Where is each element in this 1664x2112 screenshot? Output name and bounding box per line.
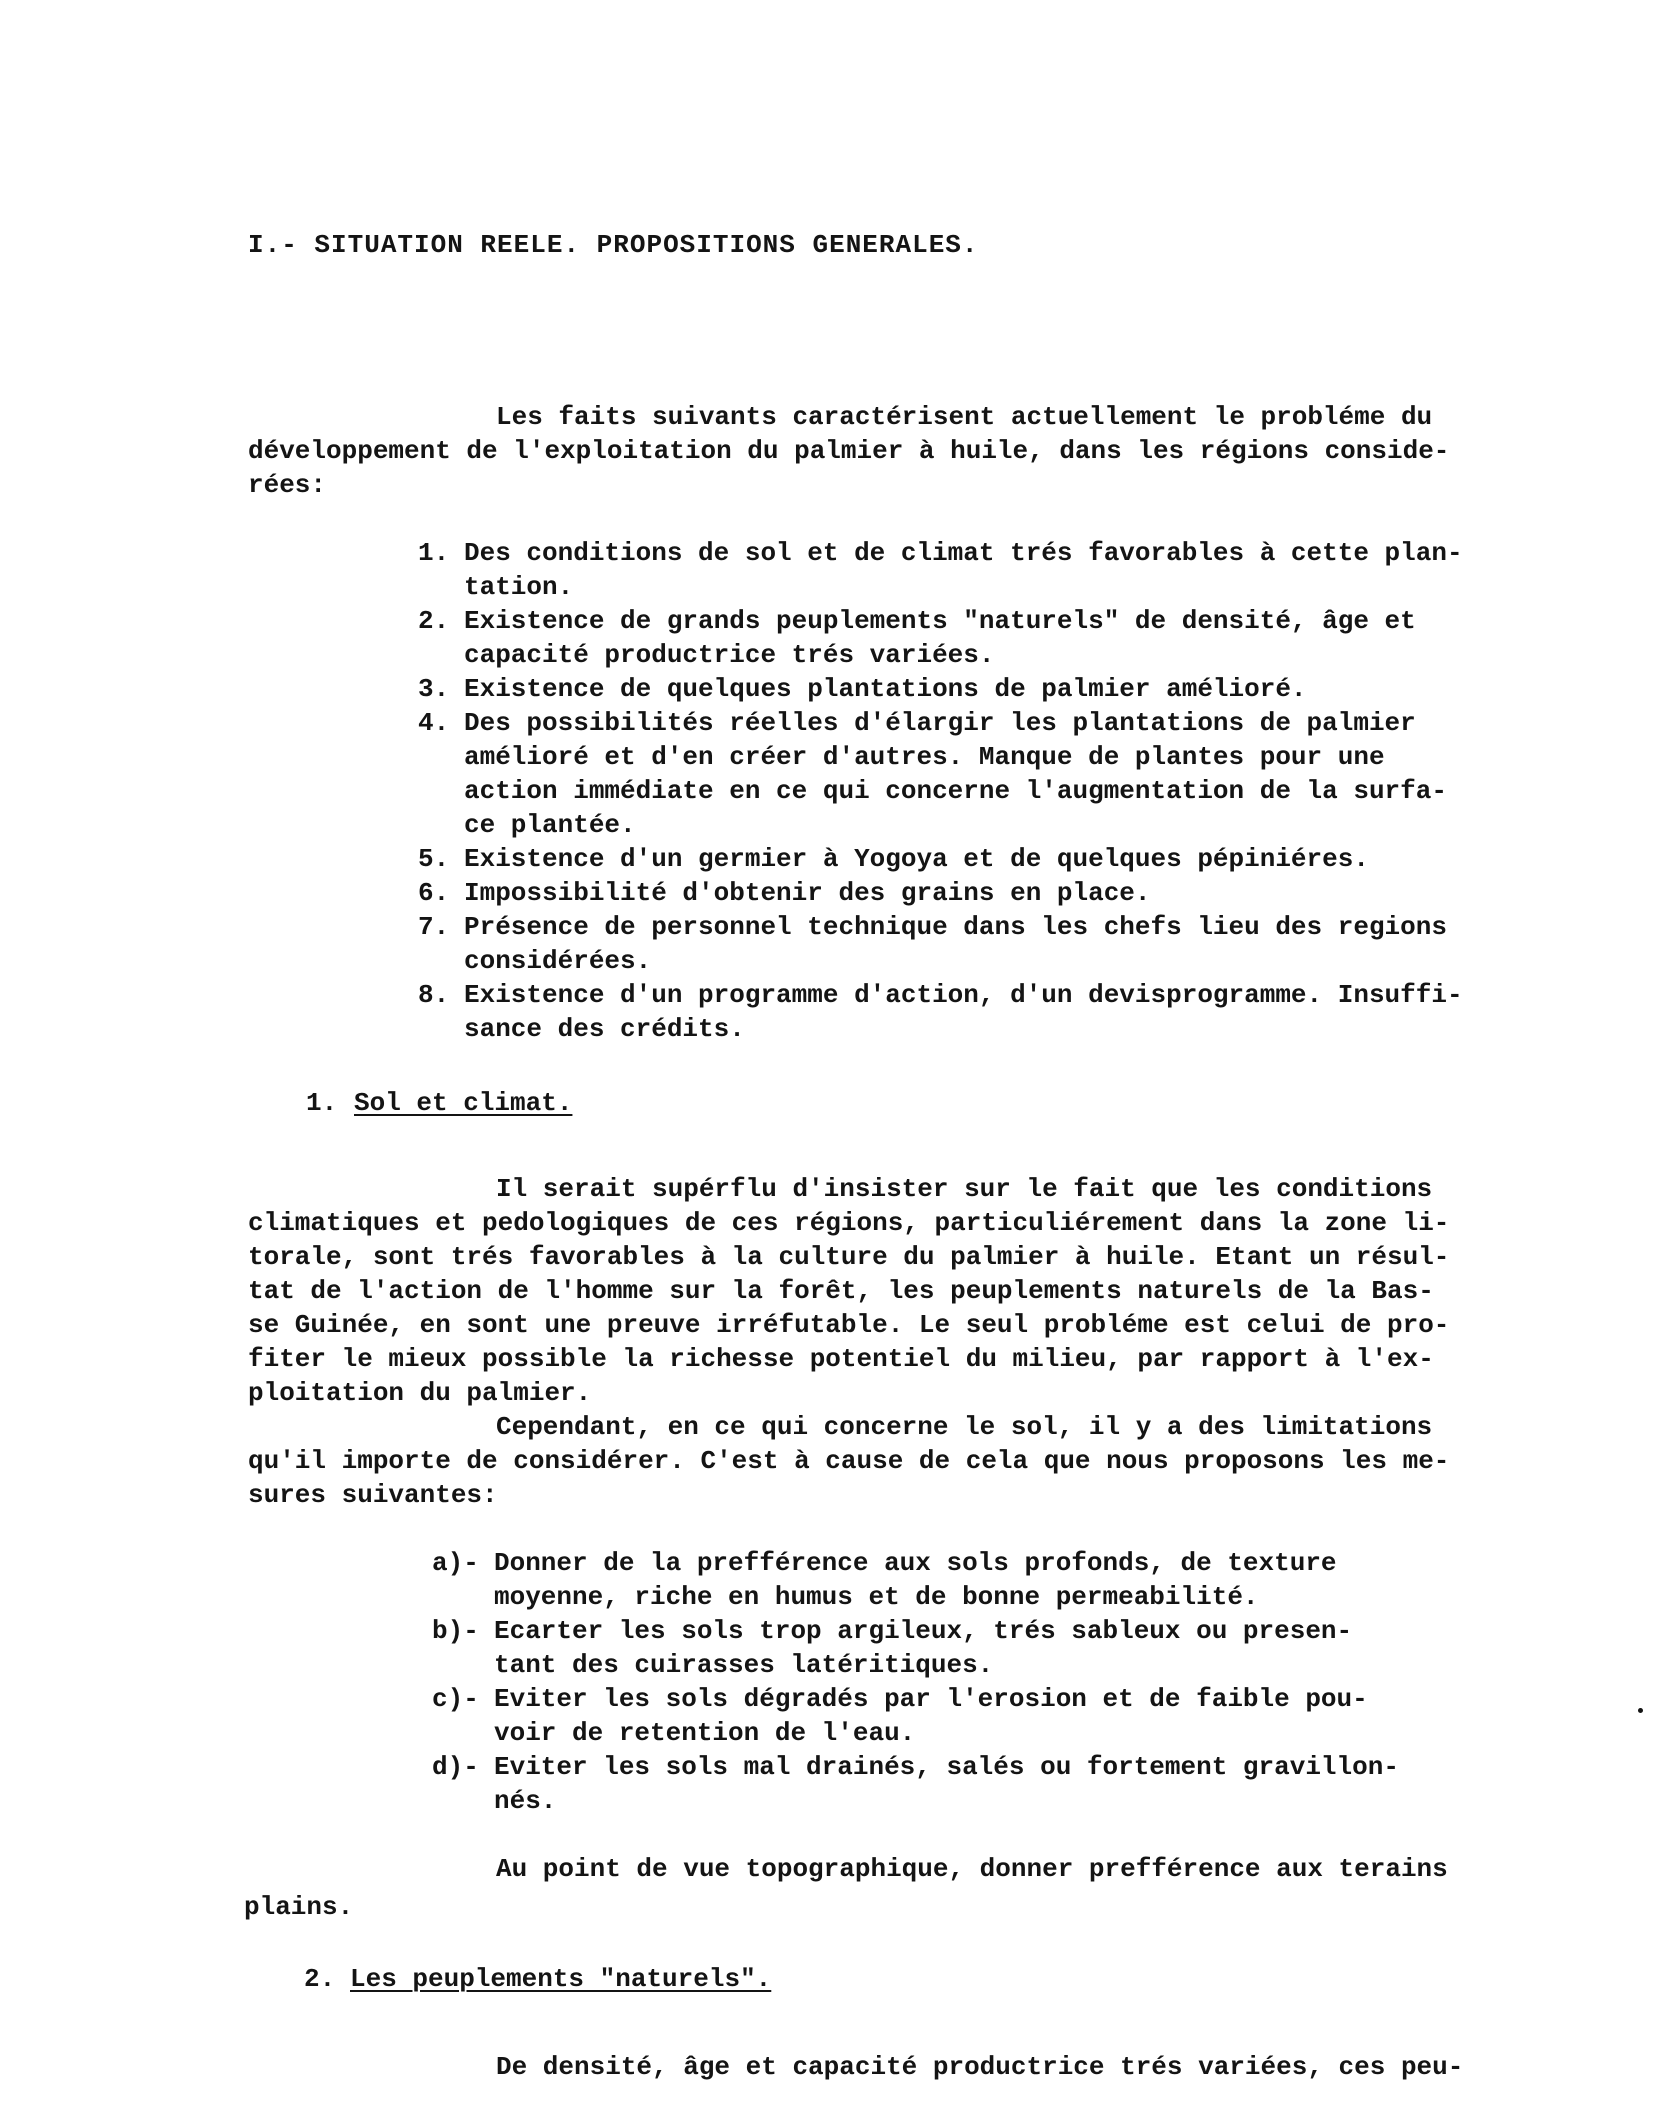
paragraph-line: se Guinée, en sont une preuve irréfutable. Le seul probléme est celui de pro-: [248, 1310, 1450, 1340]
fact-line: considérées.: [464, 946, 652, 976]
measure-line: Ecarter les sols trop argileux, trés sableux ou presen-: [494, 1616, 1353, 1646]
fact-line: Existence de grands peuplements "naturels" de densité, âge et: [464, 606, 1416, 636]
measure-line: Eviter les sols mal drainés, salés ou fortement gravillon-: [494, 1752, 1399, 1782]
measure-line: moyenne, riche en humus et de bonne permeabilité.: [494, 1582, 1259, 1612]
paragraph-line: tat de l'action de l'homme sur la forêt, les peuplements naturels de la Bas-: [248, 1276, 1434, 1306]
fact-line: Existence d'un germier à Yogoya et de quelques pépiniéres.: [464, 844, 1369, 874]
fact-number: 4.: [418, 708, 450, 738]
paragraph-line: sures suivantes:: [248, 1480, 498, 1510]
measure-line: Donner de la prefférence aux sols profonds, de texture: [494, 1548, 1337, 1578]
fact-line: Des possibilités réelles d'élargir les plantations de palmier: [464, 708, 1416, 738]
paragraph-line: Cependant, en ce qui concerne le sol, il y a des limitations: [496, 1412, 1433, 1442]
measure-line: tant des cuirasses latéritiques.: [494, 1650, 994, 1680]
stray-mark: [1638, 1708, 1643, 1713]
paragraph-line: Il serait supérflu d'insister sur le fait que les conditions: [496, 1174, 1433, 1204]
paragraph-line: qu'il importe de considérer. C'est à cause de cela que nous proposons les me-: [248, 1446, 1450, 1476]
fact-line: tation.: [464, 572, 574, 602]
fact-number: 3.: [418, 674, 450, 704]
fact-number: 8.: [418, 980, 450, 1010]
fact-line: Existence de quelques plantations de palmier amélioré.: [464, 674, 1307, 704]
fact-line: ce plantée.: [464, 810, 636, 840]
paragraph-line: ploitation du palmier.: [248, 1378, 592, 1408]
page-heading: I.- SITUATION REELE. PROPOSITIONS GENERALES.: [248, 230, 979, 260]
measure-label: b)-: [432, 1616, 479, 1646]
paragraph-line: plains.: [244, 1892, 354, 1922]
paragraph-line: De densité, âge et capacité productrice trés variées, ces peu-: [496, 2052, 1464, 2082]
fact-number: 2.: [418, 606, 450, 636]
fact-line: Impossibilité d'obtenir des grains en place.: [464, 878, 1151, 908]
paragraph-line: fiter le mieux possible la richesse potentiel du milieu, par rapport à l'ex-: [248, 1344, 1434, 1374]
fact-line: Existence d'un programme d'action, d'un devisprogramme. Insuffi-: [464, 980, 1463, 1010]
fact-line: sance des crédits.: [464, 1014, 745, 1044]
section-title: Sol et climat.: [354, 1088, 573, 1118]
measure-label: c)-: [432, 1684, 479, 1714]
intro-line: rées:: [248, 470, 327, 500]
intro-line: Les faits suivants caractérisent actuellement le probléme du: [496, 402, 1433, 432]
measure-line: voir de retention de l'eau.: [494, 1718, 916, 1748]
measure-line: Eviter les sols dégradés par l'erosion et de faible pou-: [494, 1684, 1368, 1714]
fact-number: 5.: [418, 844, 450, 874]
fact-number: 1.: [418, 538, 450, 568]
paragraph-line: Au point de vue topographique, donner prefférence aux terains: [496, 1854, 1448, 1884]
intro-line: développement de l'exploitation du palmier à huile, dans les régions conside-: [248, 436, 1450, 466]
paragraph-line: climatiques et pedologiques de ces régions, particuliérement dans la zone li-: [248, 1208, 1450, 1238]
section-number: 1.: [306, 1088, 338, 1118]
measure-label: d)-: [432, 1752, 479, 1782]
paragraph-line: torale, sont trés favorables à la culture du palmier à huile. Etant un résul-: [248, 1242, 1450, 1272]
fact-line: amélioré et d'en créer d'autres. Manque de plantes pour une: [464, 742, 1385, 772]
fact-line: Des conditions de sol et de climat trés favorables à cette plan-: [464, 538, 1463, 568]
section-number: 2.: [304, 1964, 336, 1994]
fact-line: action immédiate en ce qui concerne l'augmentation de la surfa-: [464, 776, 1447, 806]
measure-label: a)-: [432, 1548, 479, 1578]
fact-line: Présence de personnel technique dans les chefs lieu des regions: [464, 912, 1447, 942]
section-title: Les peuplements "naturels".: [350, 1964, 772, 1994]
fact-number: 6.: [418, 878, 450, 908]
fact-number: 7.: [418, 912, 450, 942]
fact-line: capacité productrice trés variées.: [464, 640, 995, 670]
measure-line: nés.: [494, 1786, 557, 1816]
